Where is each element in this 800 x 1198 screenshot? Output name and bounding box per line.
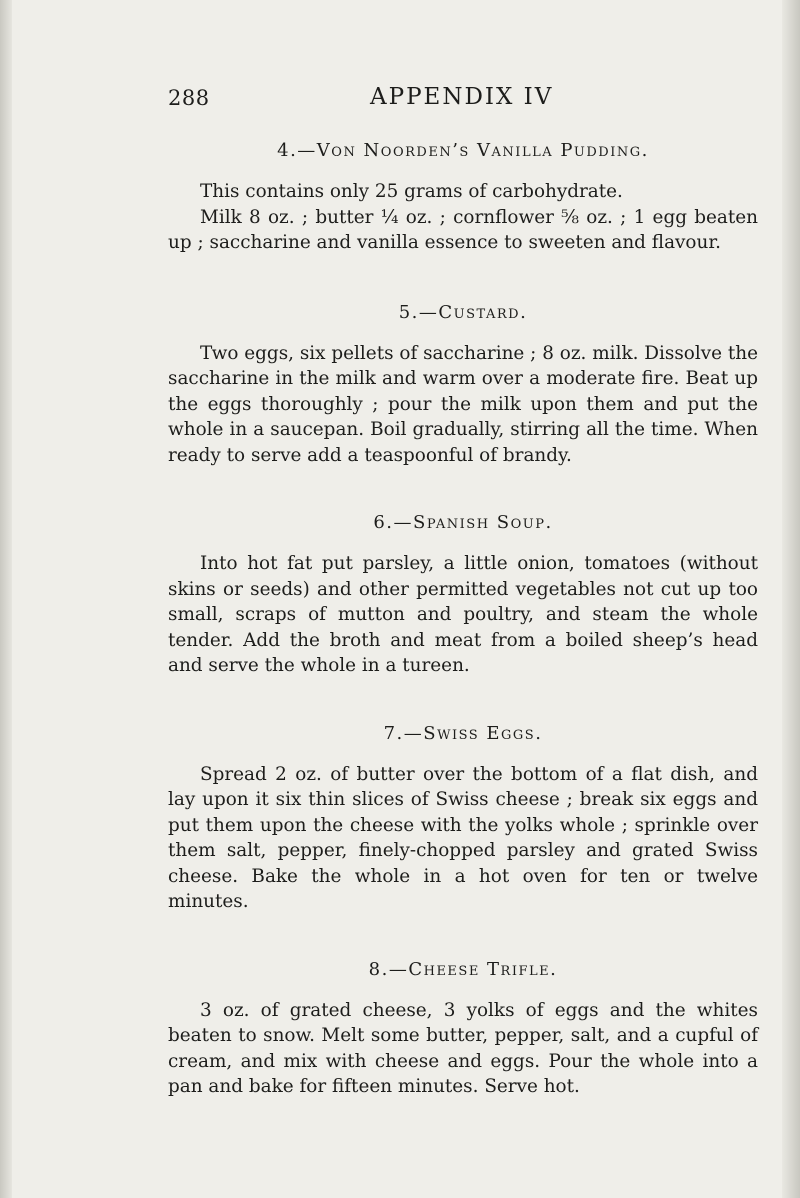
recipe-cheese-trifle [168, 959, 758, 1100]
recipe-paragraph: Spread 2 oz. of butter over the bottom of a flat dish, and lay upon it six thin slices of Swiss cheese ; break six eggs and put them upon the cheese with the yolks whole ; sprinkle over them salt, pepper, finely-chopped parsley and grated Swiss cheese. Bake the whole in a hot oven for ten or twelve minutes. [168, 763, 758, 912]
recipe-paragraph: Two eggs, six pellets of saccharine ; 8 oz. milk. Dissolve the saccharine in the milk and warm over a moderate fire. Beat up the eggs thoroughly ; pour the milk upon them and put the whole in a saucepan. Boil gradually, stirring all the time. When ready to serve add a teaspoonful of brandy. [168, 342, 758, 466]
page-content [168, 140, 758, 1130]
recipe-title: 5.—Custard. [398, 301, 528, 323]
recipe-paragraph: Into hot fat put parsley, a little onion, tomatoes (without skins or seeds) and other permitted vegetables not cut up too small, scraps of mutton and poultry, and steam the whole tender. Add the broth and meat from a boiled sheep’s head and serve the whole in a tureen. [168, 553, 758, 676]
recipe-paragraph: 3 oz. of grated cheese, 3 yolks of eggs and the whites beaten to snow. Melt some butter, pepper, salt, and a cupful of cream, and mix with cheese and eggs. Pour the whole into a pan and bake for fifteen minutes. Serve hot. [168, 999, 758, 1097]
recipe-paragraph: Milk 8 oz. ; butter ¼ oz. ; cornflower ⅝ oz. ; 1 egg beaten up ; saccharine and vanilla essence to sweeten and flavour. [168, 206, 758, 253]
recipe-title: 4.—Von Noorden’s Vanilla Pudding. [277, 140, 649, 161]
recipe-spanish-soup [168, 512, 758, 679]
running-head: APPENDIX IV [370, 84, 554, 110]
page-number: 288 [168, 86, 210, 110]
recipe-title: 7.—Swiss Eggs. [383, 722, 543, 744]
recipe-custard [168, 302, 758, 469]
recipe-title: 6.—Spanish Soup. [373, 512, 553, 533]
recipe-paragraph: This contains only 25 grams of carbohydrate. [200, 181, 623, 202]
recipe-vanilla-pudding [168, 140, 758, 256]
page-header [168, 82, 758, 122]
recipe-title: 8.—Cheese Trifle. [368, 958, 558, 980]
recipe-swiss-eggs [168, 723, 758, 915]
